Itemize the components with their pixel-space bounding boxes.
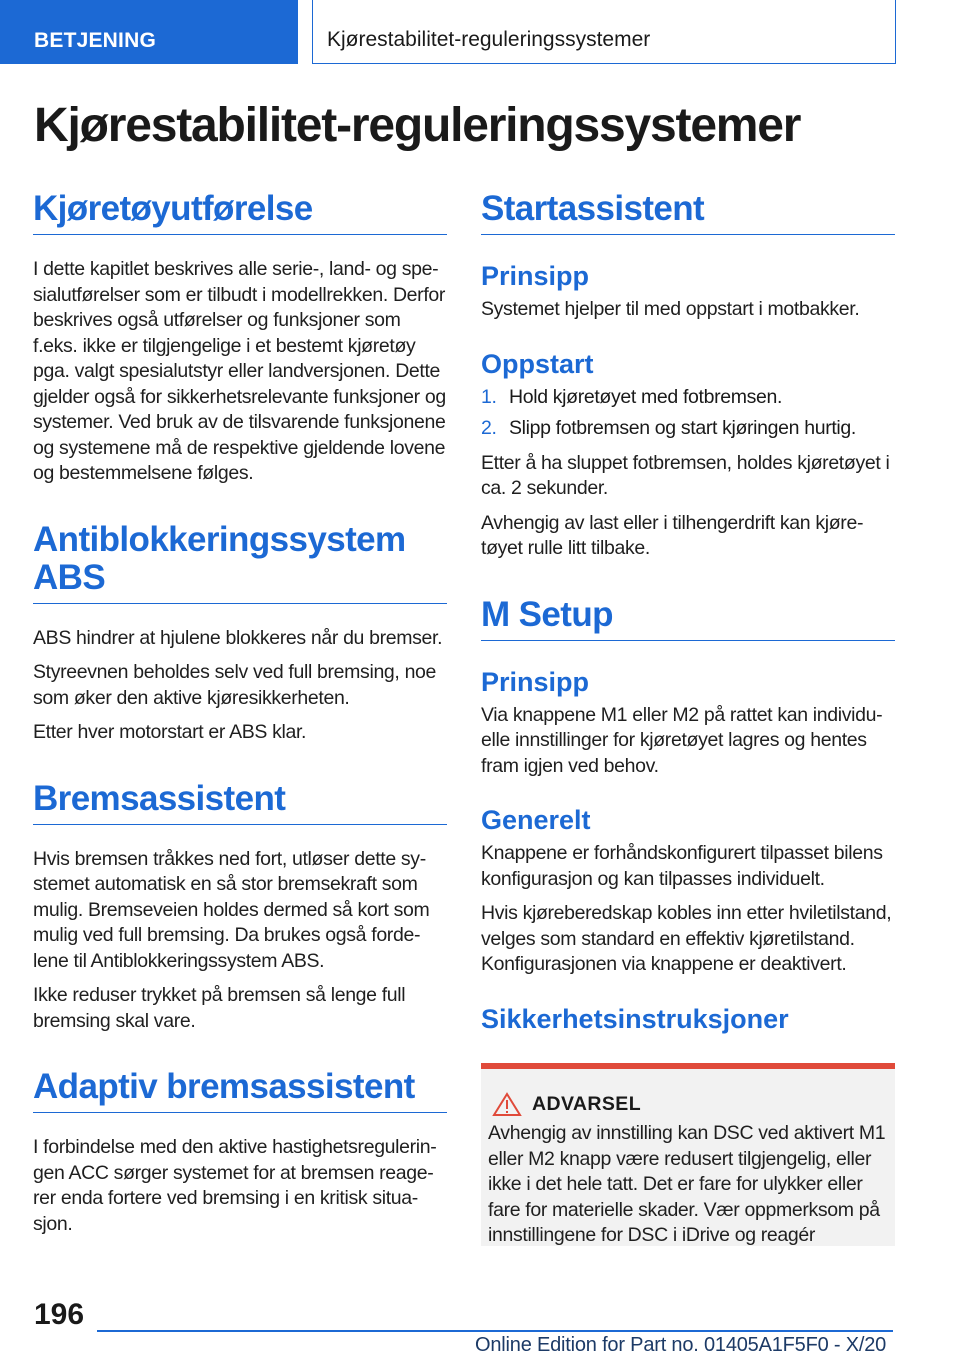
footer-edition: Online Edition for Part no. 01405A1F5F0 - X/20	[475, 1334, 887, 1356]
warning-text: Avhengig av innstilling kan DSC ved aktivert M1 eller M2 knapp være redusert tilgjengelig, eller ikke i det hele tatt. Det er fare for ulykker eller fare for materielle skader. Vær oppmerksom på innstillingene for DSC i iDrive og reagér	[488, 1122, 886, 1246]
warning-triangle-icon	[488, 1091, 526, 1117]
section-adaptive-brake-assist	[33, 1068, 447, 1237]
section-abs	[33, 521, 447, 746]
section-heading: Bremsassistent	[33, 780, 447, 825]
paragraph: Etter hver motorstart er ABS klar.	[33, 721, 307, 743]
paragraph: Knappene er forhåndskonfigurert tilpasset bilens konfigurasjon og kan tilpasses individuelt.	[481, 842, 883, 890]
subsection-heading: Generelt	[481, 805, 591, 835]
section-brake-assist	[33, 780, 447, 1035]
paragraph: Systemet hjelper til med oppstart i motbakker.	[481, 298, 860, 320]
section-vehicle-version	[33, 190, 447, 487]
subsection-heading: Prinsipp	[481, 666, 590, 697]
paragraph: Via knappene M1 eller M2 på rattet kan individuelle innstillinger for kjøretøyet lagres og hentes fram igjen ved behov.	[481, 703, 883, 777]
warning-box	[481, 1063, 895, 1246]
warning-header	[488, 1091, 887, 1117]
subsection-heading: Oppstart	[481, 348, 594, 379]
subsection-startup	[481, 349, 895, 562]
section-m-setup	[481, 596, 895, 1034]
page-number: 196	[34, 1298, 85, 1331]
paragraph: Etter å ha sluppet fotbremsen, holdes kjøretøyet i ca. 2 sekunder.	[481, 451, 890, 499]
step-text: Hold kjøretøyet med fotbremsen.	[509, 385, 783, 408]
paragraph: Hvis bremsen tråkkes ned fort, utløser dette systemet automatisk en så stor bremsekraft som mulig. Bremseveien holdes dermed så kort som mulig ved full bremsing. Da brukes også fordelene til Antiblokkeringssystem ABS.	[33, 847, 430, 972]
step-number: 1.	[481, 385, 497, 408]
paragraph: Avhengig av last eller i tilhengerdrift kan kjøretøyet rulle litt tilbake.	[481, 511, 864, 559]
footer-divider	[97, 1330, 893, 1332]
step-number: 2.	[481, 417, 497, 439]
left-column	[33, 190, 447, 1271]
paragraph: I forbindelse med den aktive hastighetsreguleringen ACC sørger systemet for at bremsen reagerer enda fortere ved bremsing i en kritisk situasjon.	[33, 1136, 437, 1235]
section-heading: M Setup	[481, 596, 895, 641]
paragraph: Hvis kjøreberedskap kobles inn etter hviletilstand, velges som standard en effektiv kjøretilstand. Konfigurasjonen via knappene er deaktivert.	[481, 902, 892, 975]
section-heading: Adaptiv bremsassistent	[33, 1068, 447, 1113]
subsection-heading: Sikkerhetsinstruksjoner	[481, 1003, 789, 1034]
list-item	[481, 385, 895, 411]
paragraph: I dette kapitlet beskrives alle serie-, land- og spesialutførelser som er tilbudt i modellrekken. Derfor beskrives også utførelser og funksjoner som f.eks. ikke er tilgjengelige i et bestemt kjøretøy pga. valgt spesialutstyr eller landversjonen. Dette gjelder også for sikkerhetsrelevante funksjoner og systemer. Ved bruk av de tilsvarende funksjonene og systemene må de respektive gjeldende lovene og bestemmelsene følges.	[33, 258, 446, 484]
paragraph: Styreevnen beholdes selv ved full bremsing, noe som øker den aktive kjøresikkerheten.	[33, 661, 437, 709]
subsection-heading: Prinsipp	[481, 261, 590, 291]
step-text: Slipp fotbremsen og start kjøringen hurtig.	[509, 417, 856, 439]
subsection-safety	[481, 1004, 895, 1034]
header-section-tab: BETJENING	[0, 0, 298, 64]
subsection-general	[481, 805, 895, 978]
subsection-principle	[481, 667, 895, 780]
right-column	[481, 190, 895, 1068]
section-heading: Startassistent	[481, 190, 895, 235]
list-item	[481, 416, 895, 442]
paragraph: ABS hindrer at hjulene blokkeres når du bremser.	[33, 626, 443, 649]
page-title: Kjørestabilitet-reguleringssystemer	[34, 99, 801, 152]
warning-title: ADVARSEL	[532, 1092, 642, 1115]
section-heading: Kjøretøyutførelse	[33, 190, 447, 235]
section-start-assist	[481, 190, 895, 562]
paragraph: Ikke reduser trykket på bremsen så lenge full bremsing skal vare.	[33, 984, 406, 1032]
section-heading: Antiblokkeringssystem ABS	[33, 521, 447, 604]
header-chapter-title: Kjørestabilitet-reguleringssystemer	[312, 0, 896, 64]
steps-list	[481, 385, 895, 442]
subsection-principle	[481, 261, 895, 323]
